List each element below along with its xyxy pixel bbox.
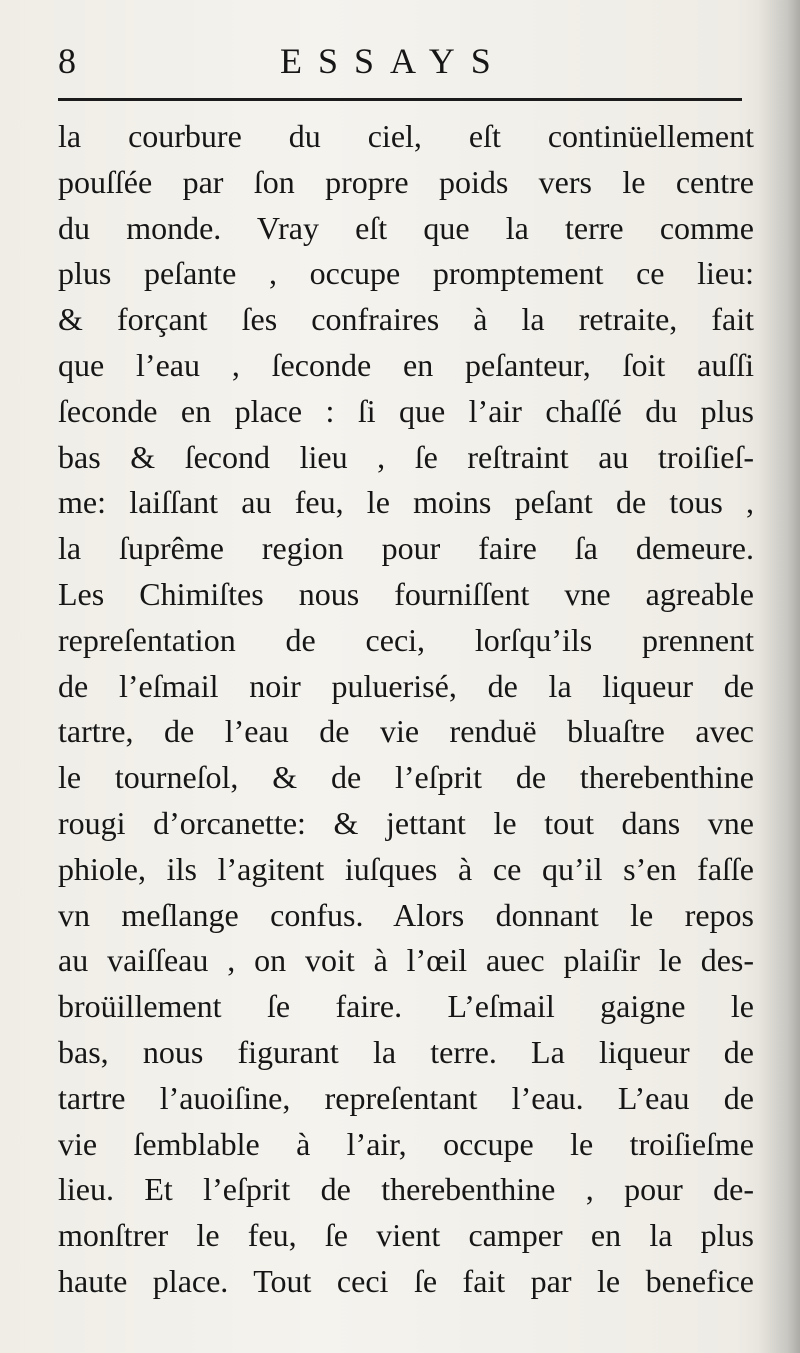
text-line: bas & ſecond lieu , ſe reſtraint au troiſieſ- <box>58 438 754 475</box>
running-head: ESSAYS <box>280 41 507 81</box>
text-line: phiole, ils l’agitent iuſques à ce qu’il s’en faſſe <box>58 850 754 887</box>
text-line: de l’eſmail noir puluerisé, de la liqueur de <box>58 667 754 704</box>
text-line: la ſuprême region pour faire ſa demeure. <box>58 530 754 567</box>
text-line: haute place. Tout ceci ſe fait par le benefice <box>58 1262 754 1299</box>
text-line: broüillement ſe faire. L’eſmail gaigne le <box>58 988 754 1025</box>
text-line: & forçant ſes confraires à la retraite, fait <box>58 301 754 338</box>
text-line: au vaiſſeau , on voit à l’œil auec plaiſir le des- <box>58 942 754 979</box>
text-line: monſtrer le feu, ſe vient camper en la plus <box>58 1217 754 1254</box>
text-line: vie ſemblable à l’air, occupe le troiſieſme <box>58 1125 754 1162</box>
text-line: lieu. Et l’eſprit de therebenthine , pour de- <box>58 1171 754 1208</box>
text-line: vn meſlange confus. Alors donnant le repos <box>58 896 754 933</box>
page-number: 8 <box>58 41 76 81</box>
text-line: la courbure du ciel, eſt continüellement <box>58 118 754 154</box>
text-line: tartre, de l’eau de vie renduë bluaſtre avec <box>58 713 754 750</box>
text-line: que l’eau , ſeconde en peſanteur, ſoit auſſi <box>58 346 754 383</box>
text-line: ſeconde en place : ſi que l’air chaſſé du plus <box>58 392 754 429</box>
text-line: pouſſée par ſon propre poids vers le centre <box>58 163 754 200</box>
body-text <box>58 114 754 1305</box>
text-line: me: laiſſant au feu, le moins peſant de tous , <box>58 484 754 521</box>
page-header <box>58 36 748 96</box>
text-line: tartre l’auoiſine, repreſentant l’eau. L’eau de <box>58 1079 754 1116</box>
text-line: rougi d’orcanette: & jettant le tout dans vne <box>58 804 754 841</box>
text-line: le tourneſol, & de l’eſprit de therebenthine <box>58 759 754 796</box>
text-line: plus peſante , occupe promptement ce lieu: <box>58 255 754 292</box>
text-line: Les Chimiſtes nous fourniſſent vne agreable <box>58 575 754 612</box>
header-rule <box>58 98 742 101</box>
text-line: repreſentation de ceci, lorſqu’ils prennent <box>58 621 754 658</box>
text-line: du monde. Vray eſt que la terre comme <box>58 209 754 246</box>
text-line: bas, nous figurant la terre. La liqueur de <box>58 1033 754 1070</box>
page-edge-shadow <box>758 0 800 1353</box>
